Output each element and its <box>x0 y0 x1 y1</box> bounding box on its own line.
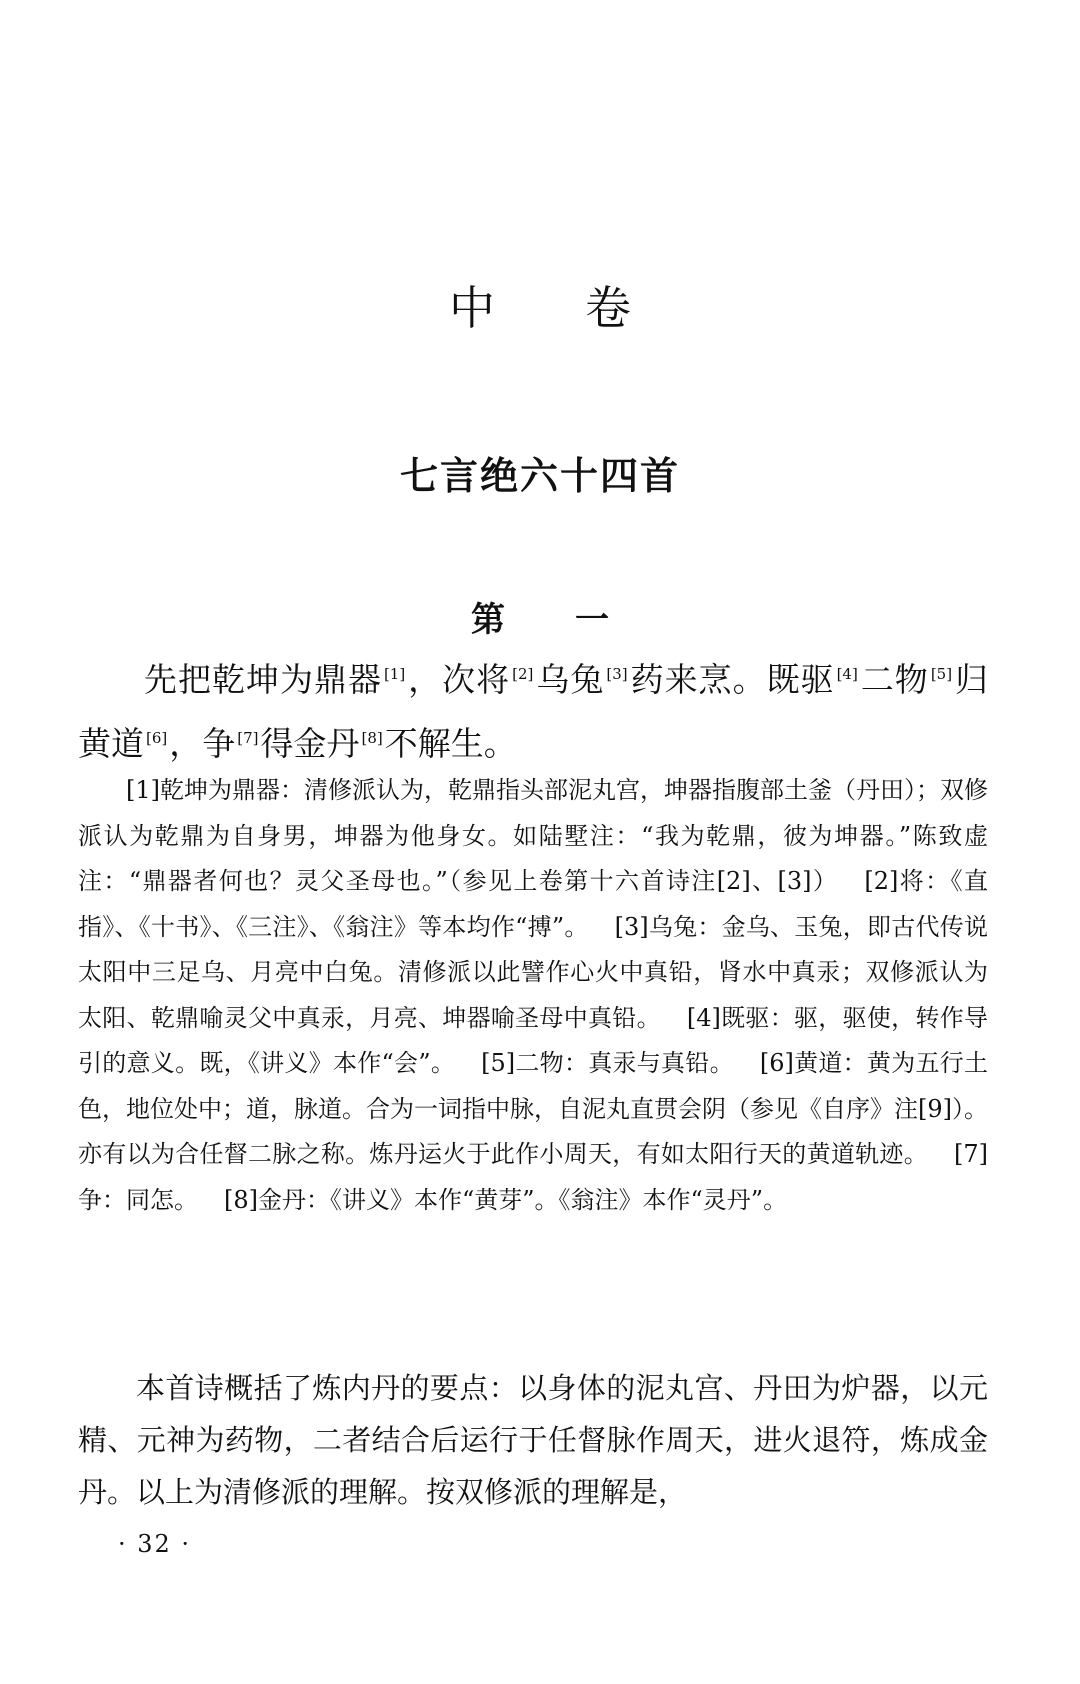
note-6: [6]黄道：黄为五行土色，地位处中；道，脉道。合为一词指中脉，自泥丸直贯会阴（参见《自序》注[9]）。亦有以为合任督二脉之称。炼丹运火于此作小周天，有如太阳行天的黄道轨迹。 <box>78 1049 989 1168</box>
commentary-paragraph: 本首诗概括了炼内丹的要点：以身体的泥丸宫、丹田为炉器，以元精、元神为药物，二者结合后运行于任督脉作周天，进火退符，炼成金丹。以上为清修派的理解。按双修派的理解是， <box>78 1371 988 1509</box>
note-5: [5]二物：真汞与真铅。 <box>481 1049 734 1077</box>
annotation-notes <box>78 768 988 1223</box>
poem-segment: 先把乾坤为鼎器 [1] <box>144 660 406 699</box>
note-1: [1]乾坤为鼎器：清修派认为，乾鼎指头部泥丸宫，坤器指腹部土釜（丹田）；双修派认为乾鼎为自身男，坤器为他身女。如陆墅注：“我为乾鼎，彼为坤器。”陈致虚注：“鼎器者何也？灵父圣母也。”（参见上卷第十六首诗注[2]、[3]） <box>78 776 988 895</box>
page-number: · 32 · <box>118 1530 192 1558</box>
note-4: [4]既驱：驱，驱使，转作导引的意义。既，《讲义》本作“会”。 <box>78 1003 988 1077</box>
poem-segment: 归黄道 [6] <box>78 660 989 763</box>
poem-segment: 二物 [5] <box>859 660 953 699</box>
poem-segment: 不解生。 <box>384 724 517 763</box>
footnote-ref: [6] <box>146 729 168 747</box>
footnote-ref: [1] <box>383 665 406 683</box>
note-3: [3]乌兔：金乌、玉兔，即古代传说太阳中三足乌、月亮中白兔。清修派以此譬作心火中真铅，肾水中真汞；双修派认为太阳、乾鼎喻灵父中真汞，月亮、坤器喻圣母中真铅。 <box>78 912 988 1032</box>
poem-title: 第一 <box>471 600 679 640</box>
note-2: [2]将：《直指》、《十书》、《三注》、《翁注》等本均作“搏”。 <box>78 867 989 941</box>
note-7: [7]争：同怎。 <box>78 1140 988 1214</box>
footnote-ref: [2] <box>512 665 534 683</box>
poem-segment: ，争 [7] <box>169 724 259 763</box>
poem-segment: 乌兔 [3] <box>535 660 628 699</box>
footnote-ref: [3] <box>606 665 628 683</box>
poem-text <box>78 648 988 776</box>
footnote-ref: [7] <box>237 729 259 747</box>
poem-segment: 药来烹。既驱 [4] <box>629 660 858 699</box>
note-8: [8]金丹：《讲义》本作“黄芽”。《翁注》本作“灵丹”。 <box>224 1185 788 1214</box>
volume-title: 中卷 <box>449 281 721 335</box>
poem-segment: ，次将 [2] <box>407 660 534 699</box>
poem-segment: 得金丹 [8] <box>260 724 383 763</box>
footnote-ref: [8] <box>361 729 383 747</box>
section-title: 七言绝六十四首 <box>399 453 680 498</box>
footnote-ref: [5] <box>930 665 953 683</box>
footnote-ref: [4] <box>836 665 858 683</box>
